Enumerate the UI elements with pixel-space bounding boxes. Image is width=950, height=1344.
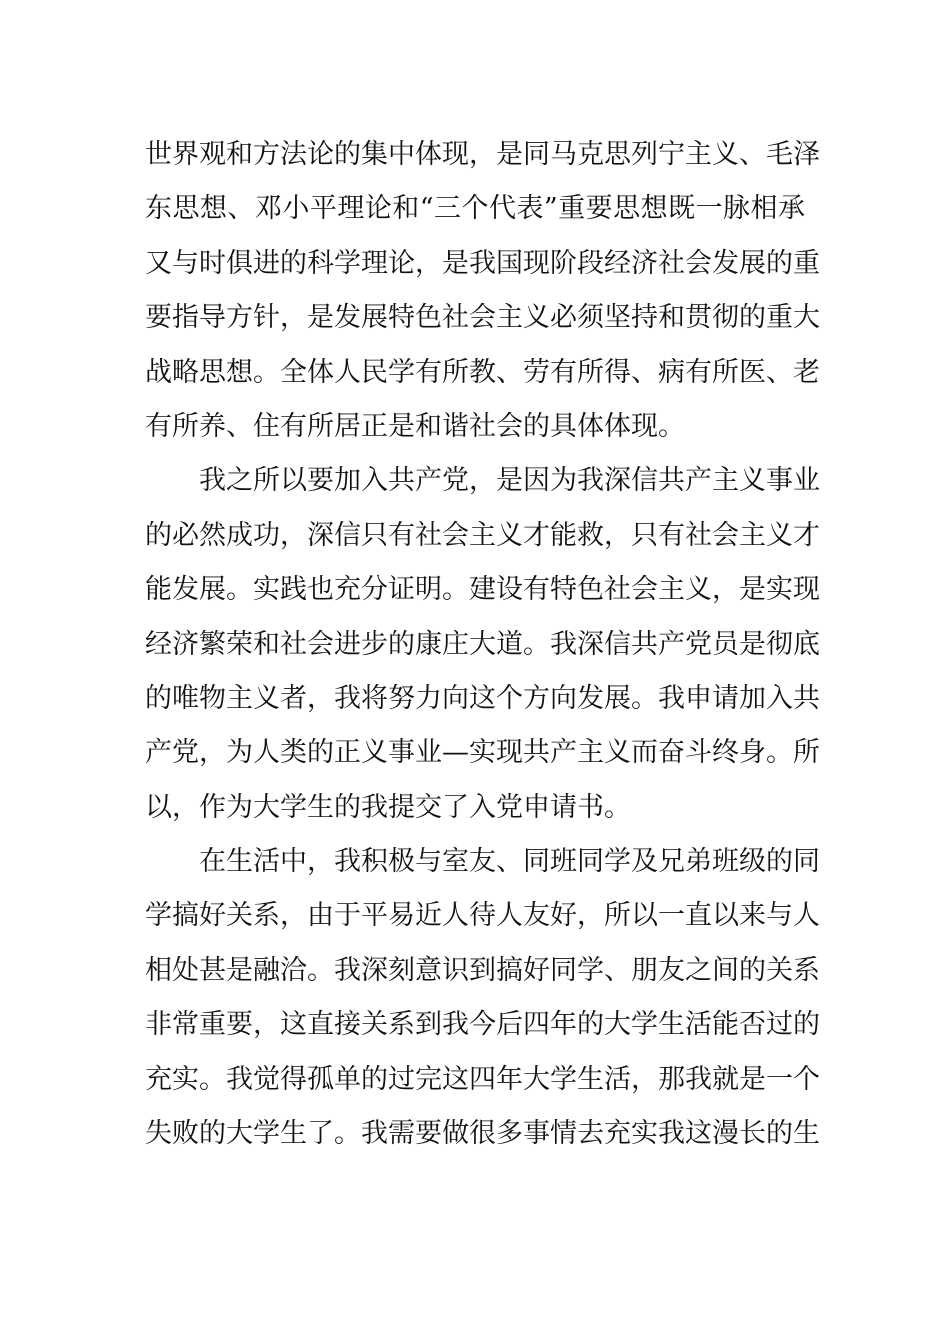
- paragraph-2: [145, 454, 820, 835]
- paragraph-3: [145, 835, 820, 1161]
- text-line: 的必然成功，深信只有社会主义才能救，只有社会主义才: [145, 519, 820, 551]
- text-line: 产党，为人类的正义事业—实现共产主义而奋斗终身。所: [145, 737, 820, 769]
- text-line: 以，作为大学生的我提交了入党申请书。: [145, 791, 631, 823]
- text-line: 失败的大学生了。我需要做很多事情去充实我这漫长的生: [145, 1118, 820, 1150]
- text-line: 我之所以要加入共产党，是因为我深信共产主义事业: [199, 465, 820, 497]
- text-line: 东思想、邓小平理论和“三个代表”重要思想既一脉相承: [145, 193, 805, 225]
- body-text: [145, 128, 820, 1161]
- text-line: 的唯物主义者，我将努力向这个方向发展。我申请加入共: [145, 682, 820, 714]
- text-line: 战略思想。全体人民学有所教、劳有所得、病有所医、老: [145, 356, 820, 388]
- text-line: 有所养、住有所居正是和谐社会的具体体现。: [145, 410, 685, 442]
- paragraph-1: [145, 128, 820, 454]
- text-line: 又与时俱进的科学理论，是我国现阶段经济社会发展的重: [145, 247, 820, 279]
- text-line: 要指导方针，是发展特色社会主义必须坚持和贯彻的重大: [145, 302, 820, 334]
- text-line: 经济繁荣和社会进步的康庄大道。我深信共产党员是彻底: [145, 628, 820, 660]
- text-line: 世界观和方法论的集中体现，是同马克思列宁主义、毛泽: [145, 139, 820, 170]
- text-line: 相处甚是融洽。我深刻意识到搞好同学、朋友之间的关系: [145, 954, 820, 986]
- text-line: 充实。我觉得孤单的过完这四年大学生活，那我就是一个: [145, 1063, 820, 1095]
- text-line: 在生活中，我积极与室友、同班同学及兄弟班级的同: [199, 846, 820, 878]
- text-line: 学搞好关系，由于平易近人待人友好，所以一直以来与人: [145, 900, 820, 932]
- text-line: 能发展。实践也充分证明。建设有特色社会主义，是实现: [145, 574, 820, 606]
- text-line: 非常重要，这直接关系到我今后四年的大学生活能否过的: [145, 1009, 820, 1041]
